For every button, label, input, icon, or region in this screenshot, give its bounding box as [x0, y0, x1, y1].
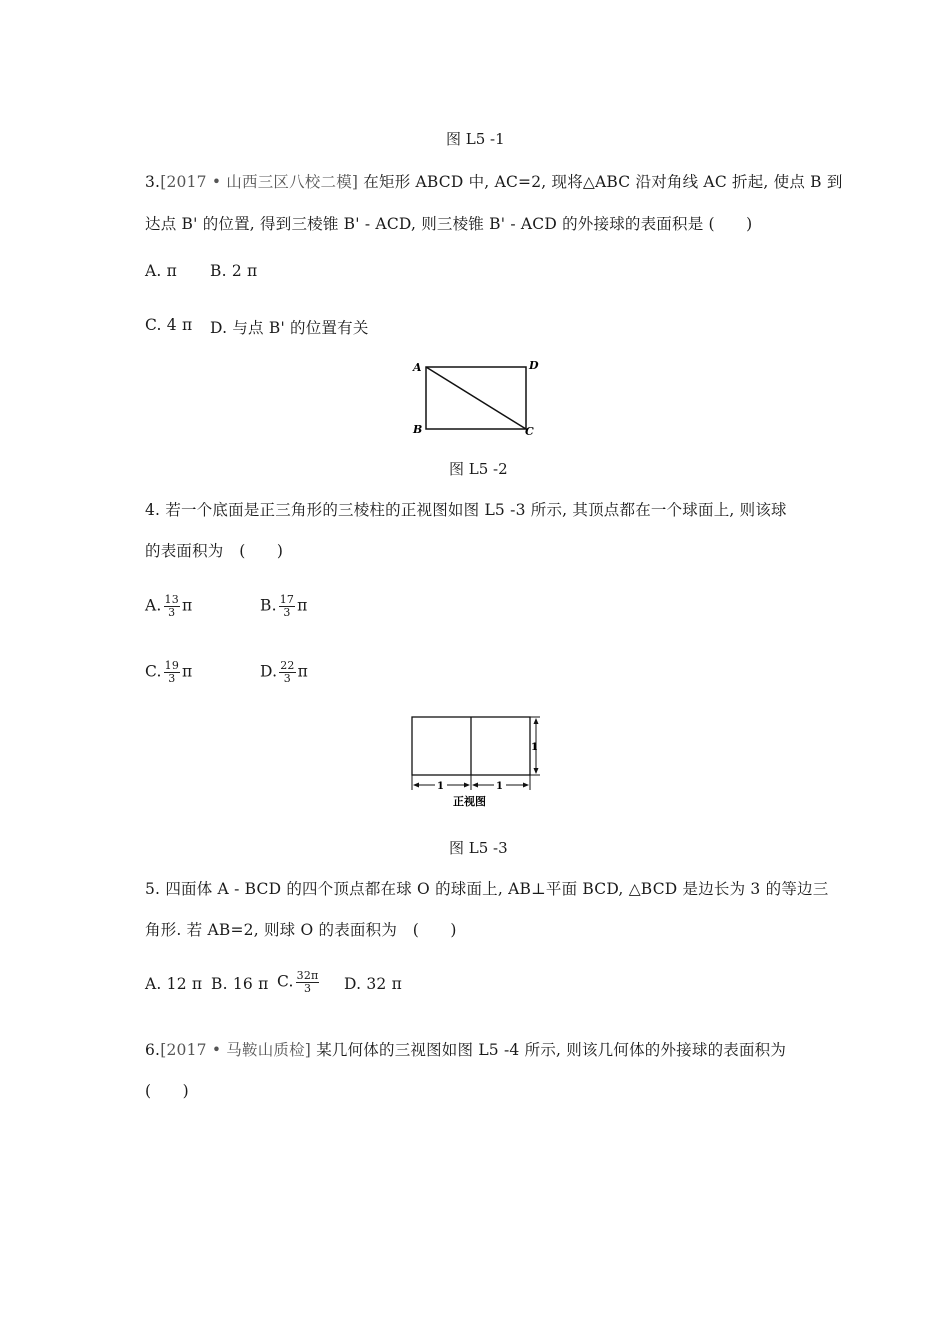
- question-3-line-1: [145, 170, 843, 192]
- width-arrow: [464, 783, 470, 788]
- question-3-number: 3.: [145, 173, 161, 191]
- option-a-pi: π: [181, 596, 193, 615]
- vertex-d-label: D: [529, 359, 539, 372]
- question-4-option-b: [260, 594, 308, 619]
- option-a-fraction: [164, 594, 180, 619]
- vertex-b-label: B: [413, 423, 423, 436]
- fraction-denominator: 3: [283, 672, 291, 685]
- question-6-number: 6.: [145, 1041, 161, 1059]
- option-d-pi: π: [297, 662, 308, 681]
- option-b-pi: π: [297, 596, 308, 615]
- figure-caption-l5-2: 图 L5 -2: [449, 460, 508, 478]
- fraction-denominator: 3: [303, 982, 312, 995]
- fraction-denominator: 3: [283, 606, 291, 619]
- front-view-label: 正视图: [453, 795, 486, 808]
- width-arrow: [413, 783, 419, 788]
- question-4-option-a: [145, 594, 192, 619]
- figure-caption-l5-1: 图 L5 -1: [446, 130, 505, 148]
- question-6-line-1: [145, 1038, 786, 1060]
- width-arrow: [472, 783, 478, 788]
- diagonal-ac: [426, 367, 526, 429]
- height-arrow-top: [534, 718, 539, 724]
- question-3-option-c: C. 4 π: [145, 316, 193, 334]
- vertex-a-label: A: [413, 361, 422, 374]
- question-5-option-a: A. 12 π: [145, 975, 203, 993]
- option-b-fraction: [279, 594, 295, 619]
- fraction-numerator: 19: [164, 659, 180, 672]
- question-3-option-a: A. π: [145, 262, 178, 280]
- option-c-pi: π: [182, 662, 193, 681]
- question-5-line-1: 5. 四面体 A - BCD 的四个顶点都在球 O 的球面上, AB⊥平面 BCD, △BCD 是边长为 3 的等边三: [145, 880, 829, 898]
- height-dimension-label: 1: [531, 742, 538, 753]
- option-c-fraction: [164, 660, 180, 685]
- question-3-source: [2017 • 山西三区八校二模]: [160, 173, 359, 191]
- question-3-option-d: D. 与点 B' 的位置有关: [210, 319, 369, 337]
- vertex-c-label: C: [525, 425, 534, 438]
- fraction-numerator: 17: [279, 593, 295, 606]
- width-arrow: [523, 783, 529, 788]
- question-5-option-d: D. 32 π: [344, 975, 402, 993]
- option-d-prefix: D.: [260, 662, 278, 681]
- question-6-text-1: 某几何体的三视图如图 L5 -4 所示, 则该几何体的外接球的表面积为: [316, 1041, 787, 1059]
- question-5-option-c: [277, 970, 321, 995]
- question-5-option-b: B. 16 π: [211, 975, 269, 993]
- fraction-numerator: 13: [164, 593, 179, 606]
- option-c-fraction: [296, 970, 320, 995]
- question-6-source: [2017 • 马鞍山质检]: [160, 1041, 312, 1059]
- fraction-denominator: 3: [168, 672, 176, 685]
- width-dimension-label-left: 1: [437, 781, 444, 792]
- question-5-line-2: 角形. 若 AB=2, 则球 O 的表面积为 ( ): [145, 921, 457, 939]
- question-6-line-2: ( ): [145, 1082, 189, 1100]
- figure-rectangle-abcd: [405, 355, 545, 440]
- question-4-option-d: [260, 660, 308, 685]
- figure-front-view: [405, 710, 555, 810]
- option-b-prefix: B.: [260, 596, 277, 615]
- question-4-line-1: 4. 若一个底面是正三角形的三棱柱的正视图如图 L5 -3 所示, 其顶点都在一个球面上, 则该球: [145, 501, 787, 519]
- question-4-option-c: [145, 660, 192, 685]
- option-a-prefix: A.: [145, 596, 162, 615]
- question-3-line-2: 达点 B' 的位置, 得到三棱锥 B' - ACD, 则三棱锥 B' - ACD 的外接球的表面积是 ( ): [145, 215, 753, 233]
- option-d-fraction: [279, 660, 295, 685]
- fraction-numerator: 32π: [296, 969, 319, 982]
- option-c-prefix: C.: [145, 662, 162, 681]
- figure-caption-l5-3: 图 L5 -3: [449, 839, 508, 857]
- option-c-prefix: C.: [277, 972, 294, 991]
- fraction-numerator: 22: [280, 659, 295, 672]
- question-4-line-2: 的表面积为 ( ): [145, 542, 284, 560]
- width-dimension-label-right: 1: [496, 781, 503, 792]
- question-3-option-b: B. 2 π: [210, 262, 258, 280]
- height-arrow-bottom: [534, 768, 539, 774]
- question-3-text-1: 在矩形 ABCD 中, AC=2, 现将△ABC 沿对角线 AC 折起, 使点 B 到: [363, 173, 843, 191]
- fraction-denominator: 3: [168, 606, 176, 619]
